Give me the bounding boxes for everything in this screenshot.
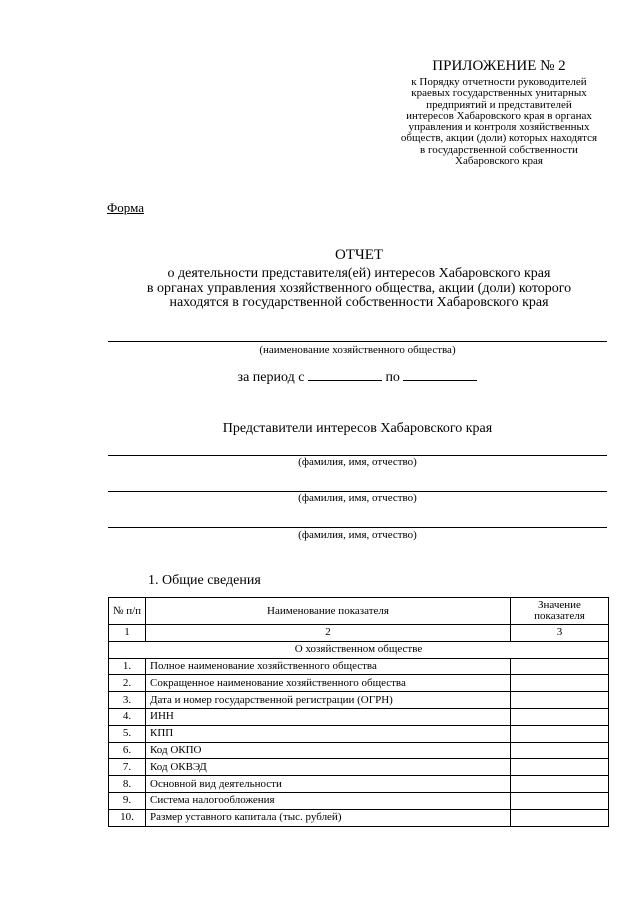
report-subtitle-line: о деятельности представителя(ей) интересов Хабаровского края (167, 266, 551, 281)
company-name-line[interactable] (108, 341, 607, 342)
row-value-cell[interactable] (511, 658, 609, 675)
column-number: 2 (146, 625, 511, 642)
header-value: Значение показателя (511, 598, 609, 625)
table-row (109, 776, 609, 793)
row-num: 9. (109, 792, 146, 809)
row-value-cell[interactable] (511, 675, 609, 692)
representative-name-line[interactable] (108, 527, 607, 528)
report-subtitle-line: находятся в государственной собственности Хабаровского края (169, 295, 549, 310)
period-start-field[interactable] (308, 368, 382, 381)
row-name: ИНН (146, 708, 511, 725)
row-name: Код ОКВЭД (146, 759, 511, 776)
row-value-cell[interactable] (511, 792, 609, 809)
representative-name-caption: (фамилия, имя, отчество) (298, 492, 417, 504)
column-number: 3 (511, 625, 609, 642)
header-name: Наименование показателя (146, 598, 511, 625)
appendix-line: управления и контроля хозяйственных (408, 121, 590, 134)
period-line (108, 368, 607, 386)
representative-name-caption: (фамилия, имя, отчество) (298, 529, 417, 541)
period-prefix: за период с (237, 370, 305, 385)
table-row (109, 742, 609, 759)
row-num: 8. (109, 776, 146, 793)
row-num: 10. (109, 809, 146, 826)
representative-name-caption: (фамилия, имя, отчество) (298, 456, 417, 468)
appendix-line: обществ, акции (доли) которых находятся (400, 132, 598, 145)
report-subtitle-line: в органах управления хозяйственного общества, акции (доли) которого (146, 280, 572, 296)
row-name: Код ОКПО (146, 742, 511, 759)
row-num: 5. (109, 725, 146, 742)
period-middle: по (385, 370, 400, 385)
appendix-line: в государственной собственности (420, 143, 578, 156)
row-value-cell[interactable] (511, 759, 609, 776)
appendix-line: к Порядку отчетности руководителей (411, 76, 587, 88)
report-subtitle (100, 267, 618, 311)
row-num: 2. (109, 675, 146, 692)
table-row (109, 725, 609, 742)
table-row (109, 692, 609, 709)
appendix-line: Хабаровского края (455, 155, 543, 168)
row-num: 7. (109, 759, 146, 776)
row-num: 3. (109, 692, 146, 709)
table-row (109, 708, 609, 725)
row-name: КПП (146, 725, 511, 742)
table-row (109, 809, 609, 826)
row-num: 1. (109, 658, 146, 675)
table-row (109, 759, 609, 776)
row-name: Система налогообложения (146, 792, 511, 809)
group-row (109, 641, 609, 658)
row-value-cell[interactable] (511, 708, 609, 725)
row-value-cell[interactable] (511, 776, 609, 793)
report-title: ОТЧЕТ (334, 247, 384, 263)
section-title: 1. Общие сведения (148, 573, 261, 588)
appendix-line: краевых государственных унитарных (411, 87, 587, 100)
appendix-line: интересов Хабаровского края в органах (406, 109, 592, 122)
table-row (109, 675, 609, 692)
representatives-title: Представители интересов Хабаровского края (222, 421, 493, 436)
row-num: 6. (109, 742, 146, 759)
column-number-row (109, 625, 609, 642)
row-num: 4. (109, 708, 146, 725)
appendix-subtitle (368, 77, 630, 167)
appendix-block (368, 58, 630, 167)
row-name: Размер уставного капитала (тыс. рублей) (146, 809, 511, 826)
header-num: № п/п (109, 598, 146, 625)
row-name: Основной вид деятельности (146, 776, 511, 793)
row-name: Полное наименование хозяйственного общества (146, 658, 511, 675)
table-row (109, 658, 609, 675)
period-end-field[interactable] (403, 368, 477, 381)
table-row (109, 792, 609, 809)
row-name: Дата и номер государственной регистрации (ОГРН) (146, 692, 511, 709)
table-header-row (109, 598, 609, 625)
row-value-cell[interactable] (511, 809, 609, 826)
row-value-cell[interactable] (511, 725, 609, 742)
group-title: О хозяйственном обществе (109, 641, 609, 658)
row-name: Сокращенное наименование хозяйственного общества (146, 675, 511, 692)
report-header (100, 246, 618, 311)
row-value-cell[interactable] (511, 742, 609, 759)
column-number: 1 (109, 625, 146, 642)
row-value-cell[interactable] (511, 692, 609, 709)
form-label: Форма (107, 200, 144, 215)
appendix-line: предприятий и представителей (426, 98, 572, 111)
general-info-table (108, 597, 609, 827)
company-name-caption: (наименование хозяйственного общества) (259, 344, 456, 356)
appendix-title: ПРИЛОЖЕНИЕ № 2 (432, 58, 566, 74)
